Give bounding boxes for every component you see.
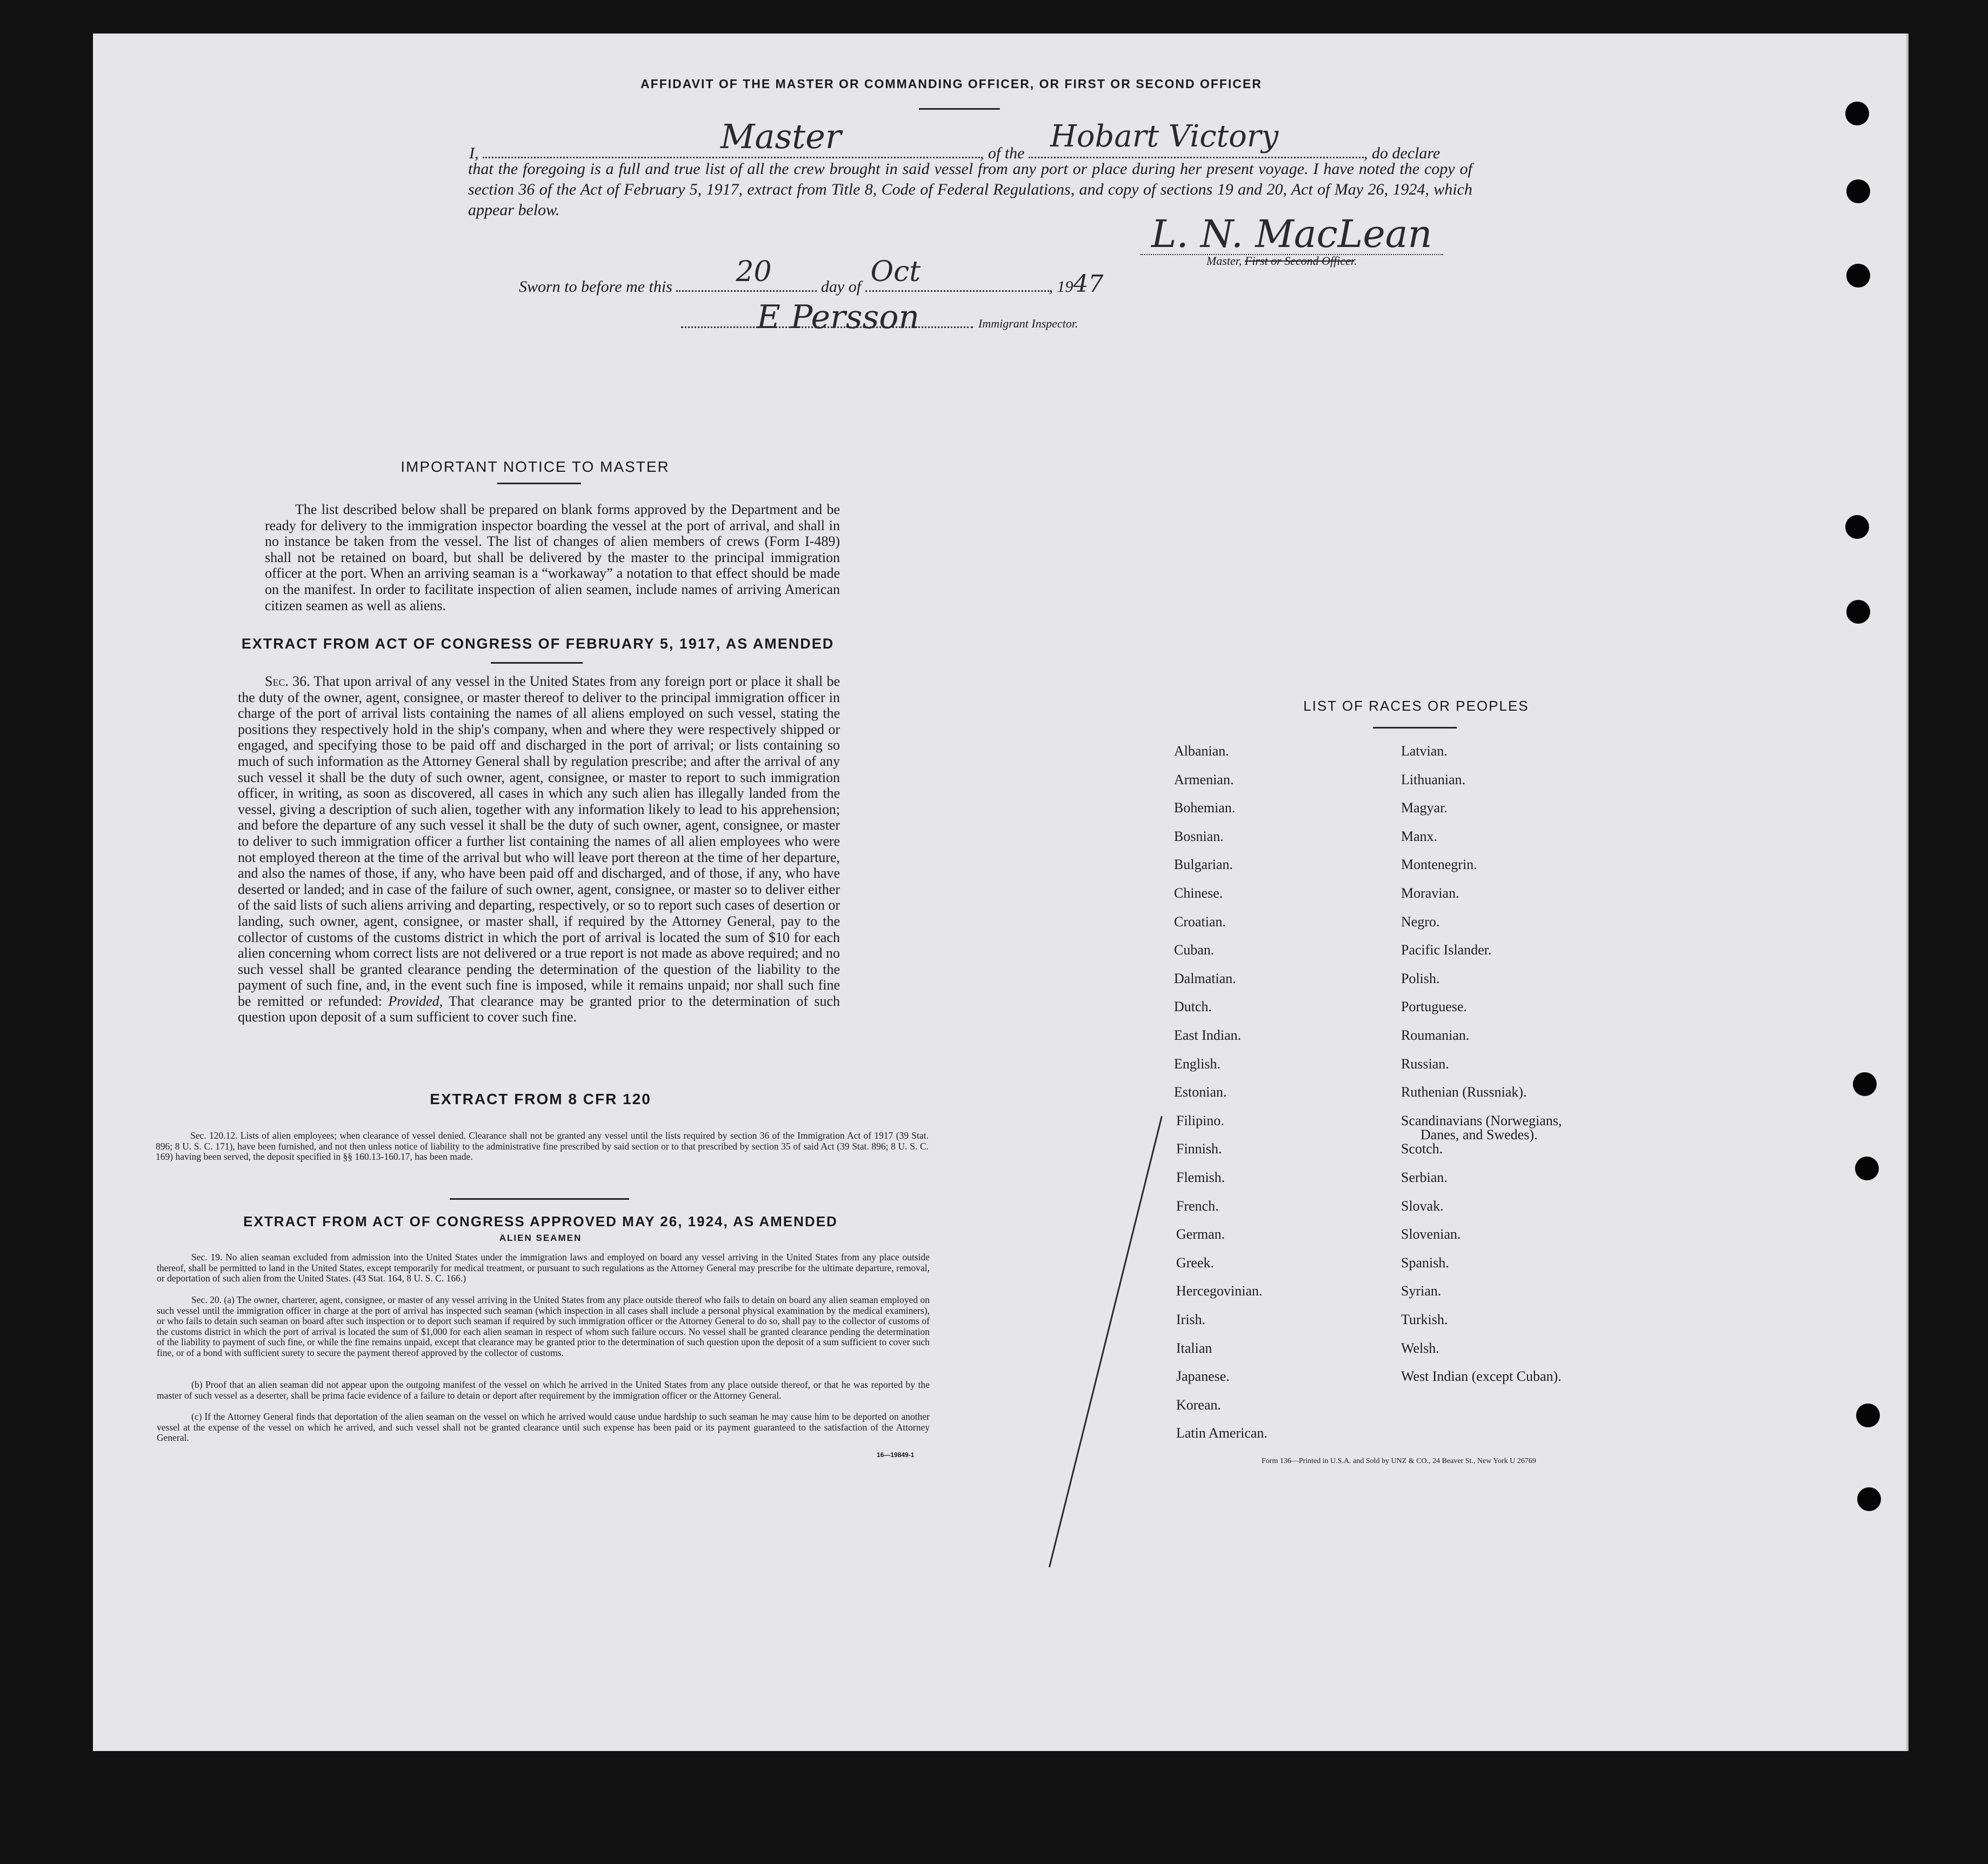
print-code: 16—19849-1 <box>877 1451 915 1459</box>
race-item: Irish. <box>1176 1312 1206 1327</box>
race-item: Lithuanian. <box>1401 772 1466 787</box>
race-item: English. <box>1174 1056 1220 1072</box>
punch-hole <box>1845 102 1869 125</box>
race-item: Japanese. <box>1176 1368 1230 1384</box>
sworn-month-handwriting: Oct <box>870 256 921 288</box>
caption-master: Master, <box>1206 254 1245 268</box>
race-item: Latvian. <box>1401 743 1447 759</box>
race-item: Albanian. <box>1174 743 1229 759</box>
sec20a-text: Sec. 20. (a) The owner, charterer, agent, consignee, or master of any vessel arriving in the United States from any place outside thereof who fails to detain on board any alien seaman employed on such vessel until the immigration officer in charge at the port of arrival has inspected such seaman (which inspection in all cases shall include a personal physical examination by the medical examiners), or who fails to detain such seaman on board after such inspection or to deport such seaman if required by such immigration officer or the Attorney General to do so, shall pay to the collector of customs of the customs district in which the port of arrival is located the sum of $1,000 for each alien seaman in respect of whom such failure occurs. No vessel shall be granted clearance pending the determination of the liability to payment of such fine, or while the fine remains unpaid, except that clearance may be granted prior to the determination of such question upon the deposit of a sum sufficient to cover such fine, or of a bond with sufficient surety to secure the payment thereof approved by the collector of customs. <box>157 1294 930 1358</box>
race-item: Flemish. <box>1176 1170 1225 1185</box>
declarant-handwriting: Master <box>721 117 842 156</box>
race-item: German. <box>1176 1226 1225 1242</box>
races-rule <box>1373 727 1457 729</box>
affidavit-paragraph: that the foregoing is a full and true list of all the crew brought in said vessel from any port or place during her present voyage. I have noted the copy of section 36 of the Act of February 5, 1917, extract from Title 8, Code of Federal Regulations, and copy of sections 19 and 20, Act of May 26, 1924, which appear below. <box>468 160 1472 219</box>
race-item: Moravian. <box>1401 885 1459 901</box>
race-item: Scotch. <box>1401 1141 1443 1157</box>
punch-hole <box>1856 1404 1880 1427</box>
heading-rule <box>919 108 1000 110</box>
sworn-day-of: day of <box>820 278 862 296</box>
sec36-proviso: Provided, <box>388 993 443 1009</box>
sworn-year-handwriting: 47 <box>1073 270 1104 298</box>
sworn-day-handwriting: 20 <box>736 256 772 288</box>
alien-seamen-subheading: ALIEN SEAMEN <box>499 1233 582 1243</box>
race-item: Bosnian. <box>1174 829 1224 844</box>
race-item: Filipino. <box>1176 1113 1224 1128</box>
vessel-handwriting: Hobart Victory <box>1050 119 1279 154</box>
sec19-text: Sec. 19. No alien seaman excluded from admission into the United States under the immigration laws and employed on board any vessel arriving in the United States from any place outside thereof, shall be permitted to land in the United States, except temporarily for medical treatment, or pursuant to such regulations as the Attorney General may prescribe for the ultimate departure, removal, or deportation of such alien from the United States. (43 Stat. 164, 8 U. S. C. 166.) <box>157 1252 930 1284</box>
race-item: Estonian. <box>1174 1084 1227 1100</box>
caption-struck: First or Second Officer <box>1244 254 1355 268</box>
declarant-field <box>483 117 980 158</box>
sec36-body-end: That clearance may be granted prior to the determination of such question upon deposit of a sum sufficient to cover such fine. <box>238 993 840 1025</box>
sec20c-text: (c) If the Attorney General finds that deportation of the alien seaman on the vessel on which he arrived would cause undue hardship to such seaman he may cause him to be deported on another vessel at the expense of the vessel on which he arrived, and such vessel shall not be granted clearance until such expense has been paid or its payment guaranteed to the satisfaction of the Attorney General. <box>157 1411 930 1444</box>
punch-hole <box>1855 1157 1879 1180</box>
cfr-rule <box>450 1198 629 1200</box>
race-item: Montenegrin. <box>1401 857 1477 872</box>
race-item: Croatian. <box>1174 914 1226 930</box>
notice-text: The list described below shall be prepared on blank forms approved by the Department and be ready for delivery to the immigration inspector boarding the vessel at the port of arrival, and shall in no instance be taken from the vessel. The list of changes of alien members of crews (Form I-489) shall not be retained on board, but shall be delivered by the master to the principal immigration officer at the port. When an arriving seaman is a “workaway” a notation to that effect should be made on the manifest. In order to facilitate inspection of alien seamen, include names of arriving American citizen seamen as well as aliens. <box>265 502 840 613</box>
race-item: Scandinavians (Norwegians, <box>1401 1113 1562 1128</box>
race-item: Welsh. <box>1401 1340 1439 1356</box>
line1-prefix: I, <box>469 144 479 162</box>
inspector-signature: E Persson <box>757 298 920 336</box>
punch-hole <box>1853 1072 1877 1096</box>
race-item: Turkish. <box>1401 1312 1448 1327</box>
race-item: East Indian. <box>1174 1027 1242 1043</box>
race-item: Danes, and Swedes). <box>1420 1127 1538 1143</box>
sworn-month-field <box>865 256 1049 292</box>
race-item: Magyar. <box>1401 800 1447 816</box>
race-item: Korean. <box>1176 1397 1222 1413</box>
race-item: Portuguese. <box>1401 999 1467 1014</box>
inspector-caption: Immigrant Inspector. <box>978 317 1078 330</box>
race-item: West Indian (except Cuban). <box>1401 1368 1562 1384</box>
affidavit-heading: AFFIDAVIT OF THE MASTER OR COMMANDING OFFICER, OR FIRST OR SECOND OFFICER <box>641 77 1262 91</box>
race-item: Dalmatian. <box>1174 971 1236 986</box>
signature-caption <box>1206 254 1357 268</box>
sworn-day-field <box>676 256 817 292</box>
race-item: Negro. <box>1401 914 1440 930</box>
race-item: Armenian. <box>1174 772 1234 787</box>
race-item: Polish. <box>1401 971 1440 986</box>
notice-heading: IMPORTANT NOTICE TO MASTER <box>401 458 670 475</box>
race-item: Ruthenian (Russniak). <box>1401 1084 1527 1100</box>
race-item: Chinese. <box>1174 885 1223 901</box>
punch-hole <box>1845 515 1869 539</box>
race-item: Finnish. <box>1176 1141 1222 1157</box>
race-item: Greek. <box>1176 1255 1215 1271</box>
line1-suffix: , do declare <box>1364 144 1440 162</box>
master-signature: L. N. MacLean <box>1151 212 1432 256</box>
cfr-text: Sec. 120.12. Lists of alien employees; when clearance of vessel denied. Clearance shall not be granted any vessel until the lists required by section 36 of the Immigration Act of 1917 (39 Stat. 896; 8 U. S. C. 171), have been furnished, and not then unless notice of liability to the administrative fine prescribed by said section or to that prescribed by section 35 of said Act (39 Stat. 896; 8 U. S. C. 169) having been served, the deposit specified in §§ 160.13-160.17, has been made. <box>156 1130 929 1163</box>
punch-hole <box>1846 264 1870 288</box>
caption-end: . <box>1354 254 1357 268</box>
sec36-body: That upon arrival of any vessel in the United States from any foreign port or place it shall be the duty of the owner, agent, consignee, or master thereof to deliver to the principal immigration officer in charge of the port of arrival lists containing the names of all aliens employed on such vessel, stating the positions they respectively hold in the ship's company, when and where they were respectively shipped or engaged, and specifying those to be paid off and discharged in the port of arrival; or lists containing so much of such information as the Attorney General shall by regulation prescribe; and after the arrival of any such vessel it shall be the duty of such owner, agent, consignee, or master to report to such immigration officer, in writing, as soon as discovered, all cases in which any such alien has illegally landed from the vessel, giving a description of such alien, together with any information likely to lead to his apprehension; and before the departure of any such vessel it shall be the duty of such owner, agent, consignee, or master to deliver to such immigration officer a further list containing the names of all alien employees who were not employed thereon at the time of the arrival but who will leave port thereon at the time of her departure, and also the names of those, if any, who have been paid off and discharged, and of those, if any, who have deserted or landed; and in case of the failure of such owner, agent, consignee, or master so to deliver either of the said lists of such aliens arriving and departing, respectively, or so to report such cases of desertion or landing, such owner, agent, consignee, or master shall, if required by the Attorney General, pay to the collector of customs of the customs district in which the port of arrival is located the sum of $10 for each alien concerning whom correct lists are not delivered or a true report is not made as above required; and no such vessel shall be granted clearance pending the determination of the question of the liability to the payment of such fine, and, in the event such fine is imposed, while it remains unpaid; nor shall such fine be remitted or refunded: <box>238 673 840 1009</box>
race-item: Russian. <box>1401 1056 1449 1072</box>
extract-1917-rule <box>491 662 583 664</box>
race-item: Pacific Islander. <box>1401 942 1492 958</box>
punch-hole <box>1846 600 1870 624</box>
page-edge <box>1906 34 1909 1751</box>
race-item: Hercegovinian. <box>1176 1283 1263 1299</box>
notice-rule <box>497 483 581 484</box>
extract-1924-heading: EXTRACT FROM ACT OF CONGRESS APPROVED MAY 26, 1924, AS AMENDED <box>243 1213 838 1230</box>
race-item: Cuban. <box>1174 942 1215 958</box>
race-item: Spanish. <box>1401 1255 1449 1271</box>
sworn-prefix: Sworn to before me this <box>519 278 672 296</box>
race-item: Bohemian. <box>1174 800 1236 816</box>
sec36-text <box>238 673 840 1025</box>
race-item: Slovenian. <box>1401 1226 1461 1242</box>
race-item: Roumanian. <box>1401 1027 1470 1043</box>
races-heading: LIST OF RACES OR PEOPLES <box>1303 698 1529 714</box>
race-item: French. <box>1176 1198 1219 1214</box>
vessel-field <box>1029 119 1364 158</box>
race-item: Bulgarian. <box>1174 857 1233 872</box>
race-item: Latin American. <box>1176 1425 1267 1441</box>
sec20b-text: (b) Proof that an alien seaman did not appear upon the outgoing manifest of the vessel on which he arrived in the United States from any place outside thereof, or that he was reported by the master of such vessel as a deserter, shall be prima facie evidence of a failure to detain or deport after requirement by the immigration officer or the Attorney General. <box>157 1379 930 1401</box>
line1-of: , of the <box>980 144 1025 162</box>
race-item: Syrian. <box>1401 1283 1442 1299</box>
cfr-heading: EXTRACT FROM 8 CFR 120 <box>430 1091 651 1107</box>
sworn-line <box>519 256 1222 303</box>
race-item: Slovak. <box>1401 1198 1444 1214</box>
race-item: Manx. <box>1401 829 1438 844</box>
form-note: Form 136—Printed in U.S.A. and Sold by UNZ & CO., 24 Beaver St., New York U 26769 <box>1262 1457 1536 1465</box>
sec36-label: Sec. 36. <box>265 673 310 689</box>
sworn-year-prefix: , 19 <box>1049 278 1073 296</box>
race-item: Italian <box>1176 1340 1212 1356</box>
race-item: Serbian. <box>1401 1170 1447 1185</box>
extract-1917-heading: EXTRACT FROM ACT OF CONGRESS OF FEBRUARY 5, 1917, AS AMENDED <box>241 636 835 652</box>
race-item: Dutch. <box>1174 999 1212 1014</box>
punch-hole <box>1857 1487 1881 1511</box>
punch-hole <box>1846 179 1870 203</box>
